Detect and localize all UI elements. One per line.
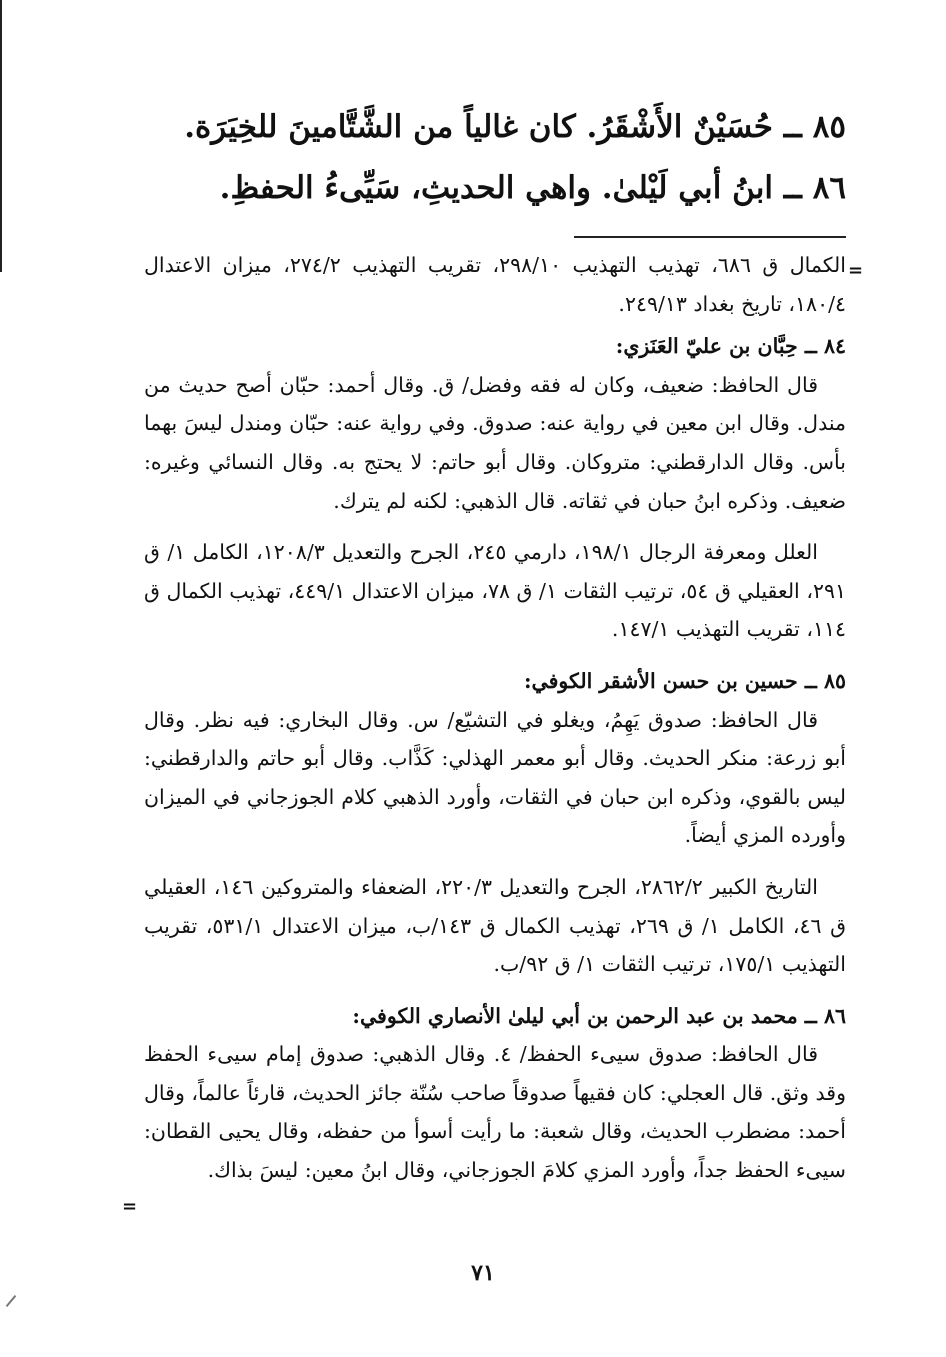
footnote-84-heading: ٨٤ ــ حِبَّان بن عليّ العَنَزي: xyxy=(615,334,846,359)
footnote-continuation: الكمال ق ٦٨٦، تهذيب التهذيب ٢٩٨/١٠، تقريب التهذيب ٢٧٤/٢، ميزان الاعتدال ١٨٠/٤، تاريخ بغداد ٢٤٩/١٣. xyxy=(144,253,846,316)
footnote-86-heading: ٨٦ ــ محمد بن عبد الرحمن بن أبي ليلىٰ الأنصاري الكوفي: xyxy=(352,1003,846,1028)
footnote-85-heading: ٨٥ ــ حسين بن حسن الأشقر الكوفي: xyxy=(523,668,846,693)
verse-86: ٨٦ ــ ابنُ أبي لَيْلىٰ. واهي الحديثِ، سَيِّىءُ الحفظِ. xyxy=(219,170,846,206)
page-number: ٧١ xyxy=(471,1260,495,1286)
footnote-86-body: قال الحافظ: صدوق سيىء الحفظ/ ٤. وقال الذهبي: صدوق إمام سيىء الحفظ وقد وثق. قال العجلي: كان فقيهاً صدوقاً صاحب سُنّة جائز الحديث، قارئاً عالماً، وقال أحمد: مضطرب الحديث، وقال شعبة: ما رأيت أسوأ من حفظه، وقال يحيى القطان: سيىء الحفظ جداً، وأورد المزي كلامَ الجوزجاني، وقال ابنُ معين: ليسَ بذاك. xyxy=(144,1042,846,1183)
footnote-84-body: قال الحافظ: ضعيف، وكان له فقه وفضل/ ق. وقال أحمد: حبّان أصح حديث من مندل. وقال ابن معين في رواية عنه: صدوق. وفي رواية عنه: حبّان ومندل ليسَ بهما بأس. وقال الدارقطني: متروكان. وقال أبو حاتم: لا يحتج به. وقال النسائي وغيره: ضعيف. وذكره ابنُ حبان في ثقاته. قال الذهبي: لكنه لم يترك. xyxy=(144,372,846,513)
footnote-84-sources: العلل ومعرفة الرجال ١٩٨/١، دارمي ٢٤٥، الجرح والتعديل ١٢٠٨/٣، الكامل ١/ ق ٢٩١، العقيلي ق ٥٤، ترتيب الثقات ١/ ق ٧٨، ميزان الاعتدال ٤٤٩/١، تهذيب الكمال ق ١١٤، تقريب التهذيب ١٤٧/١. xyxy=(144,540,846,642)
end-continuation-mark: = xyxy=(122,1196,138,1217)
verse-85: ٨٥ ــ حُسَيْنٌ الأَشْقَرُ. كان غالياً من الشَّتَّامينَ للخِيَرَة. xyxy=(184,109,846,145)
footnote-85-sources: التاريخ الكبير ٢٨٦٢/٢، الجرح والتعديل ٢٢٠/٣، الضعفاء والمتروكين ١٤٦، العقيلي ق ٤٦، الكامل ١/ ق ٢٦٩، تهذيب الكمال ق ١٤٣/ب، ميزان الاعتدال ٥٣١/١، تقريب التهذيب ١٧٥/١، ترتيب الثقات ١/ ق ٩٢/ب. xyxy=(144,874,846,977)
continuation-mark: = xyxy=(848,260,864,281)
footnote-85-body: قال الحافظ: صدوق يَهِمُ، ويغلو في التشيّع/ س. وقال البخاري: فيه نظر. وقال أبو زرعة: منكر الحديث. وقال أبو معمر الهذلي: كَذَّاب. وقال أبو حاتم والدارقطني: ليس بالقوي، وذكره ابن حبان في الثقات، وأورد الذهبي كلام الجوزجاني في الميزان وأورده المزي أيضاً. xyxy=(144,707,846,848)
footnotes xyxy=(144,246,846,1190)
footnote-separator xyxy=(574,236,846,238)
